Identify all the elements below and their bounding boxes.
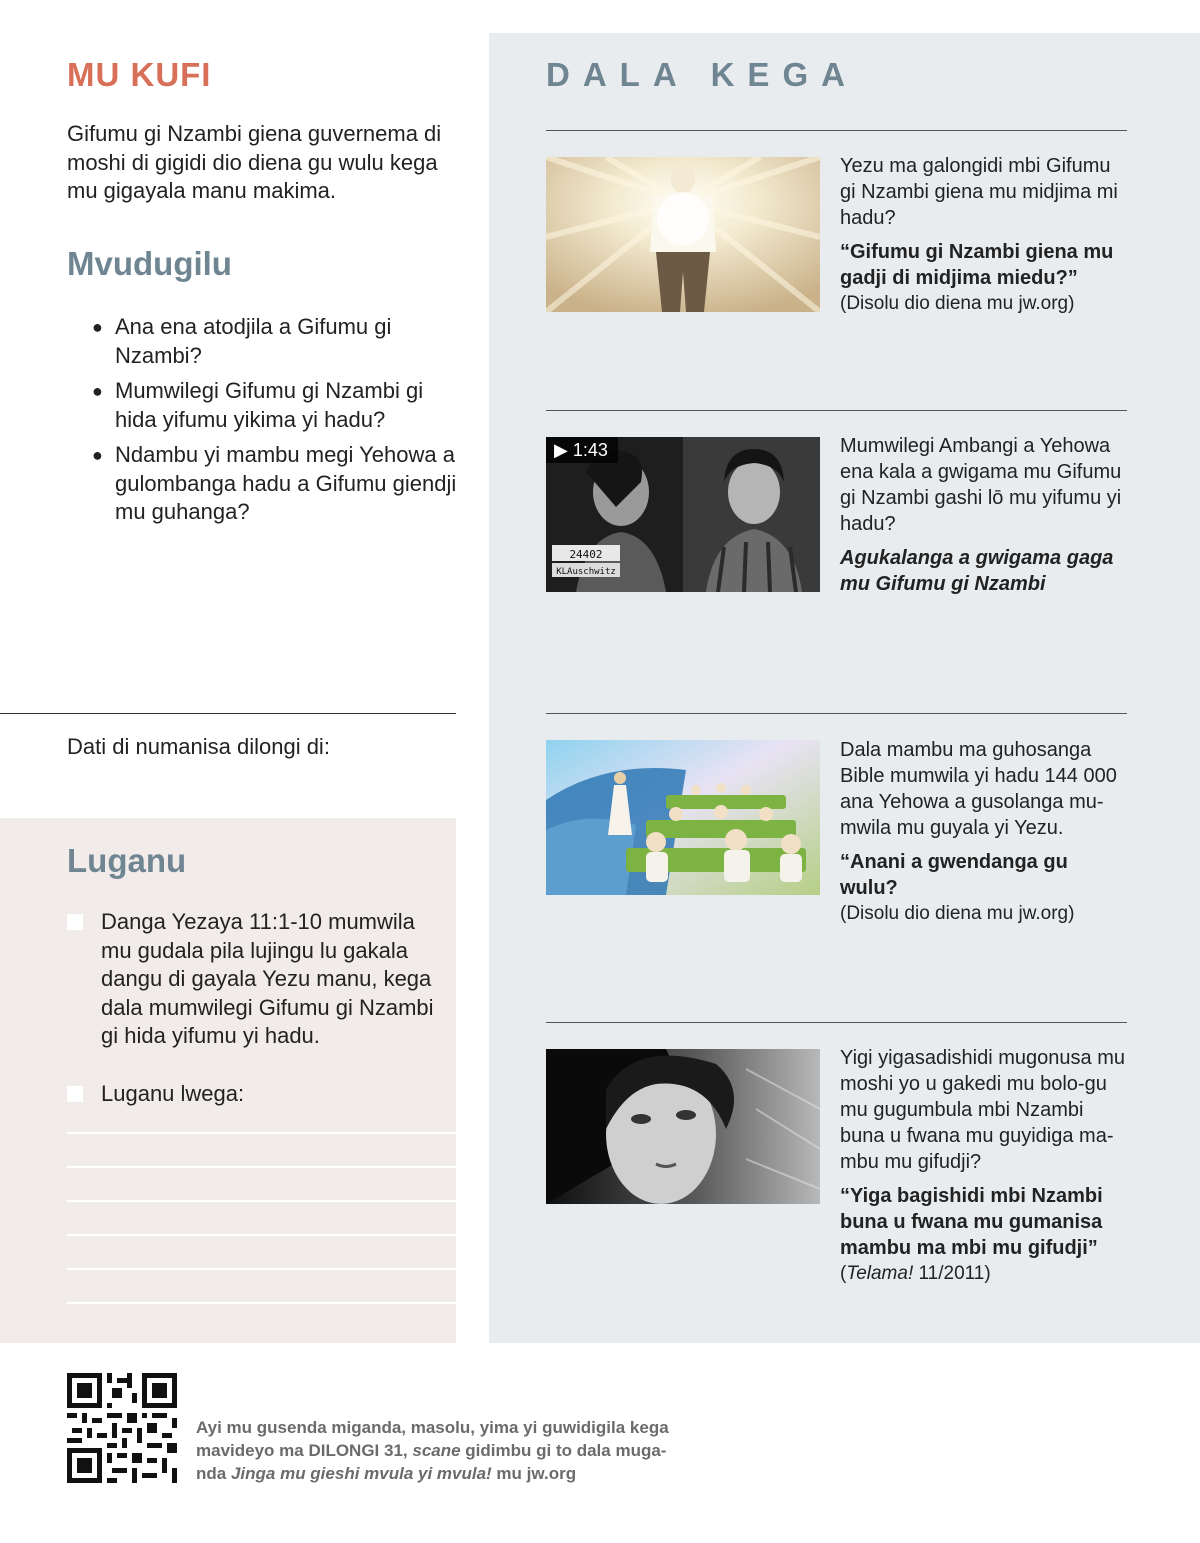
divider: [546, 410, 1127, 411]
writing-line[interactable]: [67, 1200, 456, 1202]
goal-checkbox[interactable]: [67, 1086, 83, 1102]
divider: [546, 713, 1127, 714]
woman-portrait: [546, 1049, 820, 1204]
article-thumbnail[interactable]: [546, 740, 820, 895]
explore-item: [840, 1045, 1130, 1287]
source-note: (Telama! 11/2011): [840, 1263, 991, 1284]
book-title: Jinga mu gieshi mvula yi mvula!: [230, 1464, 492, 1483]
video-link[interactable]: Agukalanga a gwigama gaga mu Gifumu gi Nzambi: [840, 547, 1114, 595]
summary-text: Gifumu gi Nzambi giena guvernema di moshi di gigidi dio diena gu wulu kega mu gigayala manu makima.: [67, 121, 442, 203]
review-question: [92, 313, 462, 370]
explore-item: [840, 433, 1130, 597]
play-duration-badge[interactable]: [546, 437, 618, 463]
magazine-title: Telama!: [846, 1263, 914, 1284]
goal-item: [67, 1080, 437, 1109]
bullet-icon: ●: [92, 381, 103, 401]
divider: [0, 713, 456, 714]
article-thumbnail[interactable]: [546, 157, 820, 312]
writing-line[interactable]: [67, 1268, 456, 1270]
goal-item: [67, 908, 437, 1051]
review-question-text: Mumwilegi Gifumu gi Nzambi gi hida yifumu yikima yi hadu?: [115, 378, 424, 432]
writing-line[interactable]: [67, 1234, 456, 1236]
explore-question: Mumwilegi Ambangi a Yehowa ena kala a gwigama mu Gifumu gi Nzambi gashi lō mu yifumu yi hadu?: [840, 435, 1122, 535]
writing-line[interactable]: [67, 1132, 456, 1134]
article-link[interactable]: “Anani a gwendanga gu wulu?: [840, 851, 1068, 899]
summary-title: MU KUFI: [67, 56, 212, 93]
camp-label: KLAuschwitz: [556, 567, 616, 577]
review-question-list: [92, 313, 462, 534]
goal-text: Luganu lwega:: [101, 1081, 245, 1106]
explore-item: [840, 153, 1130, 317]
review-question: [92, 377, 462, 434]
qr-code-icon[interactable]: [67, 1373, 177, 1483]
footer-note: Ayi mu gusenda miganda, masolu, yima yi guwidigila kega mavideyo ma DILONGI 31, scane gidimbu gi to dala muga-nda Jinga mu gieshi mvula yi mvula! mu jw.org: [196, 1418, 669, 1483]
video-duration: 1:43: [572, 440, 608, 460]
article-link[interactable]: “Yiga bagishidi mbi Nzambi buna u fwana mu gumanisa mambu ma mbi mu gifudji”: [840, 1185, 1103, 1259]
video-thumbnail[interactable]: [546, 437, 820, 592]
explore-question: Yigi yigasadishidi mugonusa mu moshi yo u gakedi mu bolo-gu mu gugumbula mbi Nzambi buna u fwana mu guyidiga ma-mbu mu gifudji?: [840, 1047, 1125, 1173]
divider: [546, 1022, 1127, 1023]
prisoner-number: 24402: [569, 548, 603, 561]
divider: [546, 130, 1127, 131]
source-note: (Disolu dio diena mu jw.org): [840, 293, 1075, 314]
explore-question: Dala mambu ma guhosanga Bible mumwila yi hadu 144 000 ana Yehowa a gusolanga mu-mwila mu guyala yi Yezu.: [840, 739, 1117, 839]
review-title: Mvudugilu: [67, 245, 232, 282]
completion-date-label: Dati di numanisa dilongi di:: [67, 734, 330, 759]
goal-checkbox[interactable]: [67, 914, 83, 930]
glowing-man-illustration: [546, 157, 820, 312]
goal-text: Danga Yezaya 11:1-10 mumwila mu gudala pila lujingu lu gakala dangu di gayala Yezu manu, kega dala mumwilegi Gifumu gi Nzambi gi hida yifumu yi hadu.: [101, 909, 434, 1048]
heaven-scene-illustration: [546, 740, 820, 895]
goal-title: Luganu: [67, 842, 187, 879]
source-note: (Disolu dio diena mu jw.org): [840, 903, 1075, 924]
explore-title: DALA KEGA: [546, 56, 858, 93]
play-icon: ▶: [554, 440, 568, 460]
article-thumbnail[interactable]: [546, 1049, 820, 1204]
review-question: [92, 441, 462, 527]
bullet-icon: ●: [92, 445, 103, 465]
writing-line[interactable]: [67, 1302, 456, 1304]
explore-question: Yezu ma galongidi mbi Gifumu gi Nzambi giena mu midjima mi hadu?: [840, 155, 1118, 229]
explore-item: [840, 737, 1130, 927]
article-link[interactable]: “Gifumu gi Nzambi giena mu gadji di midjima miedu?”: [840, 241, 1114, 289]
review-question-text: Ndambu yi mambu megi Yehowa a gulombanga hadu a Gifumu giendji mu guhanga?: [115, 442, 457, 524]
review-question-text: Ana ena atodjila a Gifumu gi Nzambi?: [115, 314, 392, 368]
bullet-icon: ●: [92, 317, 103, 337]
writing-line[interactable]: [67, 1166, 456, 1168]
